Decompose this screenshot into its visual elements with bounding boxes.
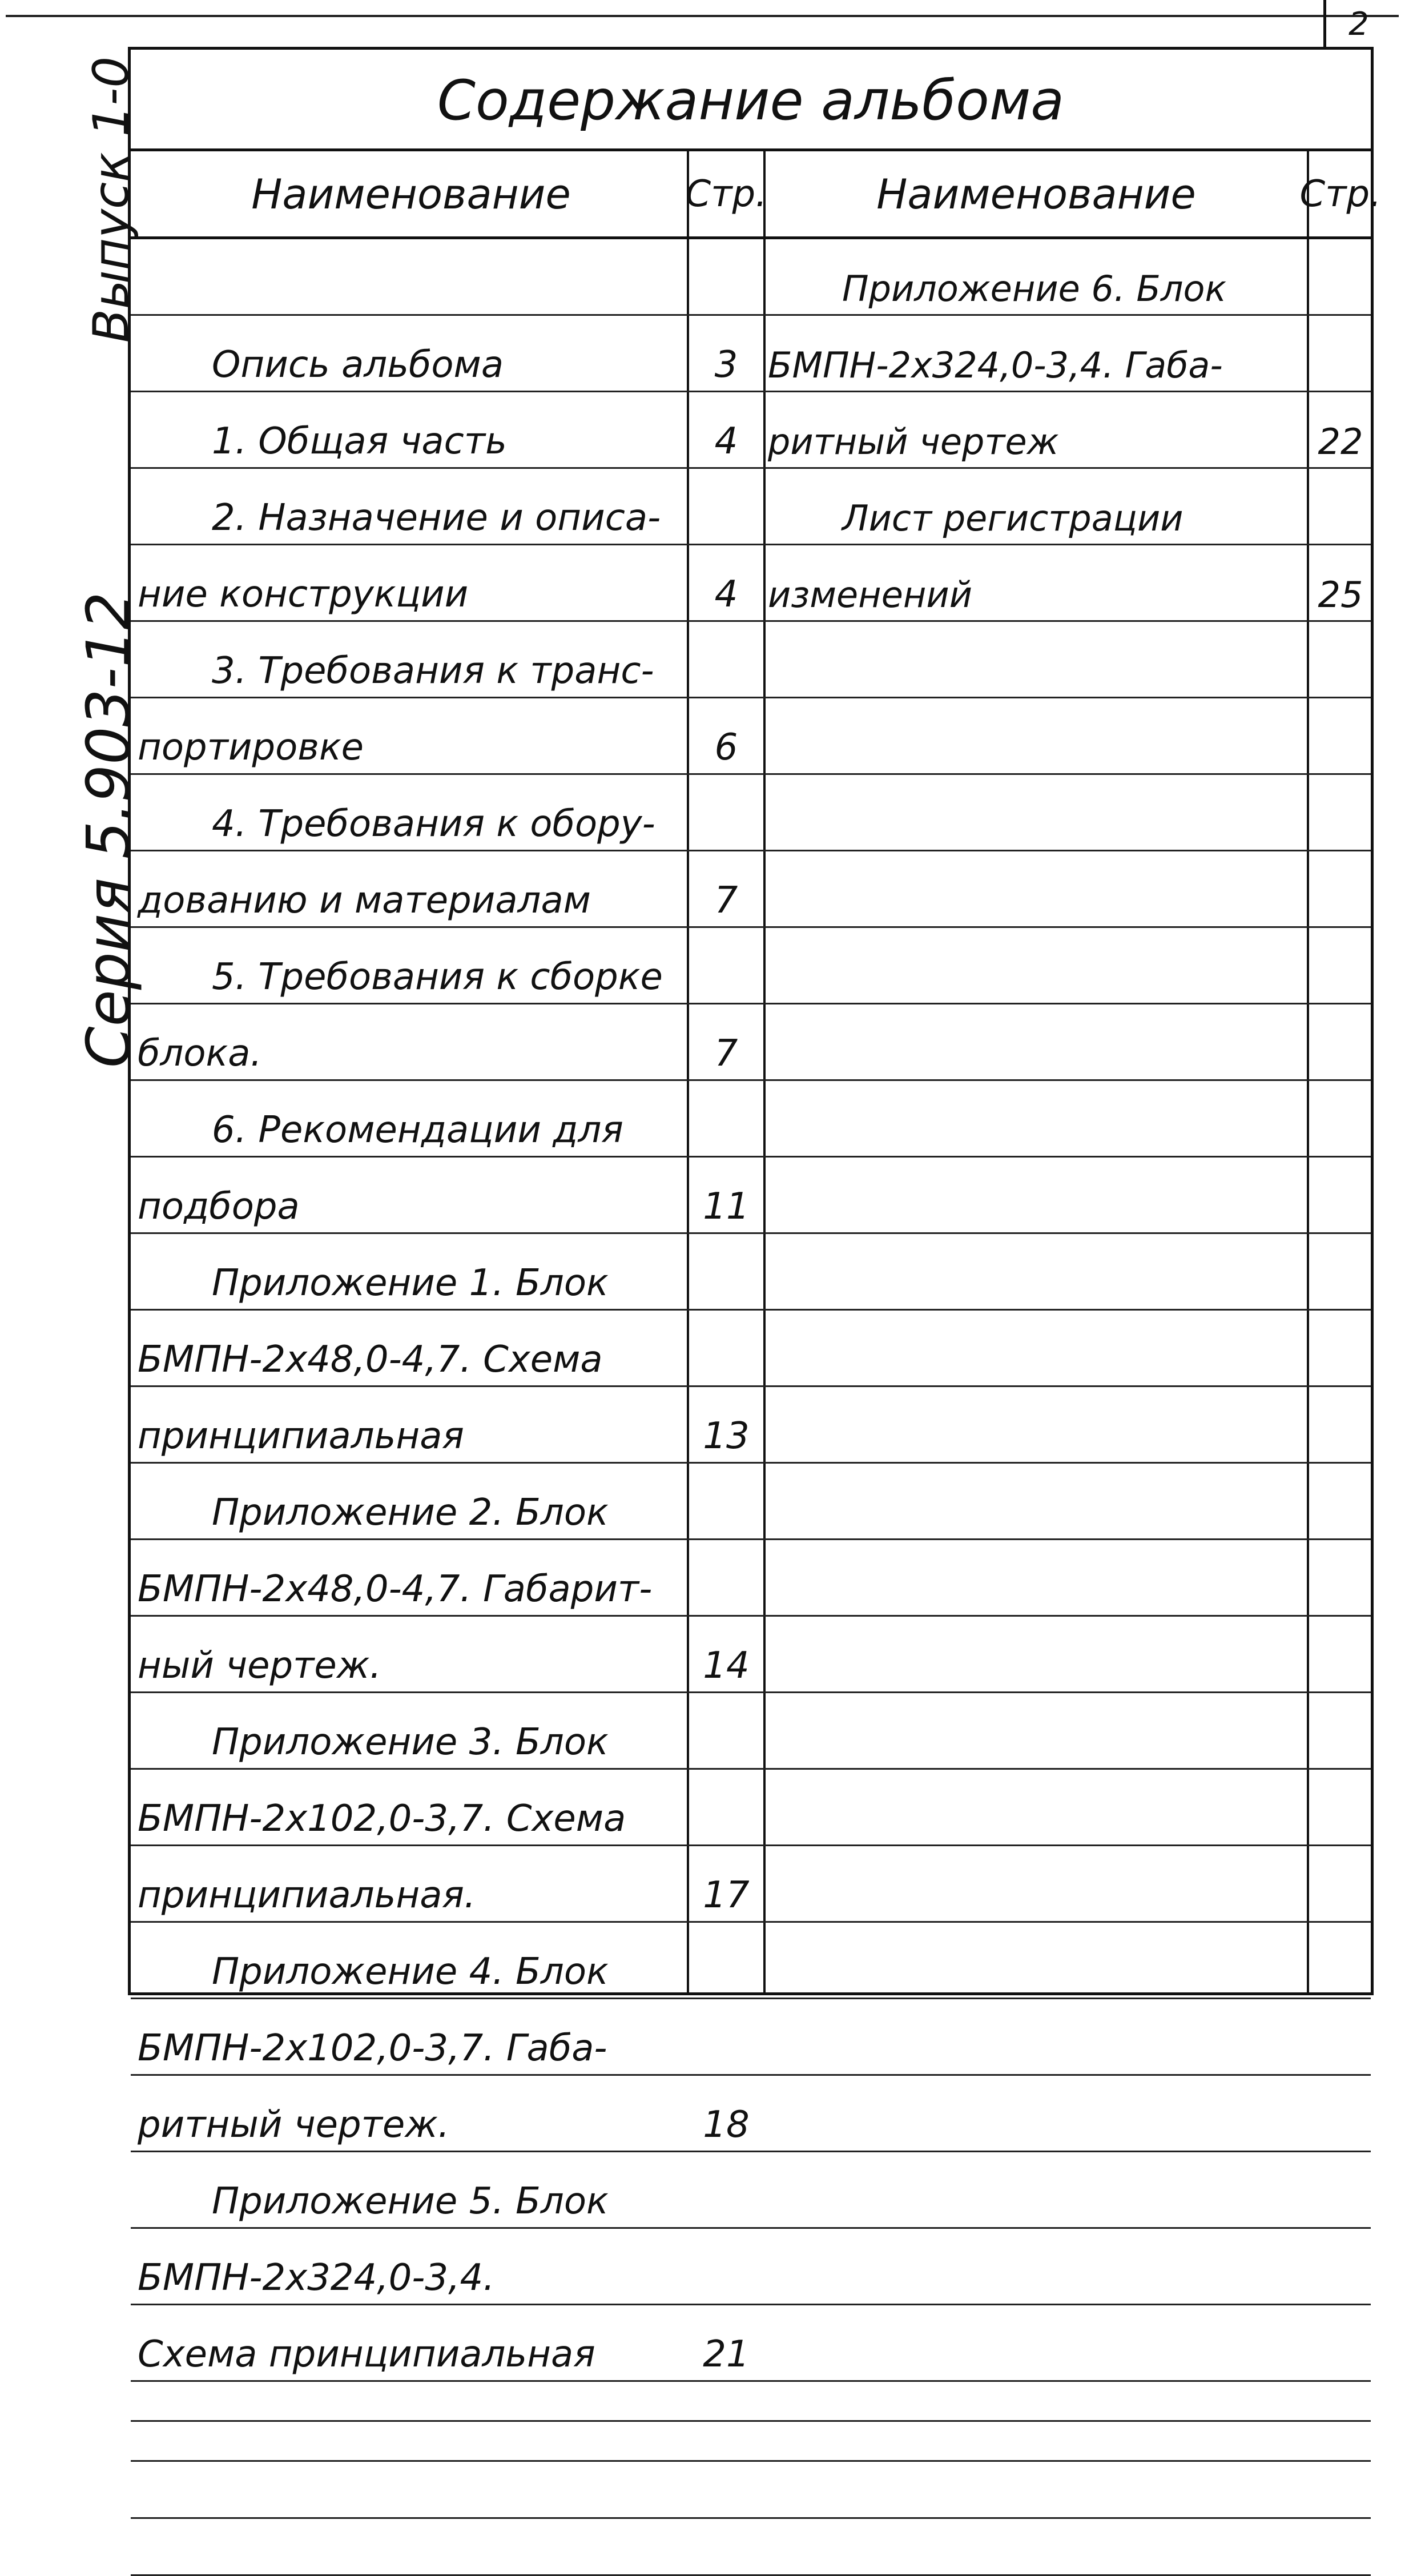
entry-name-left: 5. Требования к сборке (212, 956, 663, 998)
entry-page-right (1310, 2076, 1371, 2151)
table-row (131, 469, 1371, 545)
entry-page-right (1310, 1999, 1371, 2074)
table-row (131, 698, 1371, 775)
header-page-right: Стр. (1299, 172, 1382, 215)
entry-name-left: подбора (138, 1185, 300, 1228)
entry-page-right (1310, 1923, 1371, 1998)
table-row (131, 1923, 1371, 1999)
entry-page-left (690, 1770, 762, 1844)
entry-page-left (690, 2229, 762, 2304)
entry-page-right (1310, 1770, 1371, 1844)
entry-name-right (768, 1693, 1305, 1768)
entry-page-right (1310, 1464, 1371, 1538)
table-row (131, 1540, 1371, 1617)
page-title: Содержание альбома (131, 50, 1371, 151)
entry-name-right: изменений (768, 574, 972, 616)
entry-page-right (1310, 698, 1371, 773)
table-row (131, 1999, 1371, 2076)
entry-name-left: 1. Общая часть (212, 420, 507, 463)
entry-name-right (768, 1234, 1305, 1309)
table-row (131, 2076, 1371, 2152)
entry-page-left: 11 (703, 1185, 750, 1228)
entry-name-left: принципиальная (138, 1415, 464, 1457)
entry-page-left: 21 (703, 2333, 750, 2376)
entry-name-right (768, 1464, 1305, 1538)
table-row (131, 316, 1371, 392)
top-border-line (6, 15, 1399, 17)
entry-page-right (1310, 316, 1371, 391)
table-row (131, 1617, 1371, 1693)
entry-page-left (690, 1693, 762, 1768)
entry-name-left: Приложение 5. Блок (212, 2180, 609, 2223)
table-row (131, 392, 1371, 469)
entry-name-right (768, 1158, 1305, 1232)
entry-page-right (1310, 1158, 1371, 1232)
entry-name-left: ние конструкции (138, 573, 469, 616)
entry-page-right (1310, 1846, 1371, 1921)
entry-page-right (1310, 851, 1371, 926)
entry-name-right (768, 1770, 1305, 1844)
table-row (131, 1158, 1371, 1234)
entry-page-right (1310, 1693, 1371, 1768)
entry-name-left: 2. Назначение и описа- (212, 497, 661, 539)
contents-frame (128, 47, 1382, 2376)
entry-name-right (768, 622, 1305, 697)
entry-page-right (1310, 1617, 1371, 1691)
entry-name-left: Приложение 3. Блок (212, 1721, 609, 1763)
entry-page-right (1310, 2229, 1371, 2304)
table-row (131, 775, 1371, 851)
entry-name-left: Схема принципиальная (138, 2333, 595, 2376)
entry-page-left: 14 (703, 1645, 750, 1687)
table-row (131, 1311, 1371, 1387)
entry-name-right: БМПН-2x324,0-3,4. Габа- (768, 344, 1223, 386)
entry-page-left (690, 1923, 762, 1998)
table-row (131, 545, 1371, 622)
entry-page-left (690, 622, 762, 697)
entry-page-right (1310, 928, 1371, 1003)
entry-name-left: Опись альбома (212, 344, 504, 386)
header-page-left: Стр. (685, 172, 767, 215)
table-row (131, 622, 1371, 698)
entry-page-right (1310, 469, 1371, 544)
table-row (131, 851, 1371, 928)
entry-name-left: БМПН-2x48,0-4,7. Схема (138, 1339, 603, 1381)
table-row (131, 1387, 1371, 1464)
entry-page-right (1310, 239, 1371, 314)
entry-name-left: принципиальная. (138, 1874, 476, 1916)
entry-name-right (768, 1923, 1305, 1998)
entry-page-right (1310, 2305, 1371, 2380)
entry-name-left: 4. Требования к обору- (212, 803, 655, 845)
entry-name-left: 3. Требования к транс- (212, 650, 654, 692)
entry-page-left (690, 1464, 762, 1538)
entry-page-left: 4 (714, 573, 738, 616)
entry-page-left: 7 (714, 1032, 738, 1075)
entry-page-left: 3 (714, 344, 738, 386)
entry-name-left: 6. Рекомендации для (212, 1109, 623, 1151)
entry-page-left (690, 928, 762, 1003)
table-row (131, 2305, 1371, 2382)
top-tick-line (1323, 0, 1326, 48)
side-label-series: Серия 5.903-12 (74, 592, 143, 1068)
entry-name-right (768, 2152, 1305, 2227)
entry-name-left: блока. (138, 1032, 262, 1075)
contents-table (131, 151, 1382, 2576)
entry-page-left: 7 (714, 879, 738, 922)
table-header-row (131, 151, 1382, 239)
entry-page-left (690, 2152, 762, 2227)
entry-name-left: Приложение 4. Блок (212, 1951, 609, 1993)
entry-page-left: 13 (703, 1415, 750, 1457)
entry-name-left: БМПН-2x324,0-3,4. (138, 2257, 495, 2299)
entry-name-right (768, 1081, 1305, 1156)
header-name-left: Наименование (251, 170, 571, 218)
entry-page-right (1310, 2152, 1371, 2227)
entry-page-left (690, 239, 762, 314)
entry-name-left: БМПН-2x48,0-4,7. Габарит- (138, 1568, 653, 1610)
empty-row (131, 2519, 1371, 2576)
entry-page-left: 4 (714, 420, 738, 463)
entry-name-right (768, 1999, 1305, 2074)
entry-name-right (768, 775, 1305, 850)
entry-name-left: ритный чертеж. (138, 2104, 450, 2146)
empty-row (131, 2422, 1371, 2462)
entry-page-right (1310, 1387, 1371, 1462)
entry-name-left: БМПН-2x102,0-3,7. Схема (138, 1798, 626, 1840)
entry-name-right: ритный чертеж (768, 421, 1059, 463)
entry-page-right (1310, 1081, 1371, 1156)
table-row (131, 2229, 1371, 2305)
entry-page-left (690, 469, 762, 544)
entry-name-right (768, 1004, 1305, 1079)
empty-row (131, 2382, 1371, 2422)
entry-page-left: 6 (714, 726, 738, 769)
entry-name-left: дованию и материалам (138, 879, 591, 922)
table-row (131, 1081, 1371, 1158)
entry-page-left: 18 (703, 2104, 750, 2146)
entry-name-right (768, 2305, 1305, 2380)
entry-page-left: 17 (703, 1874, 750, 1916)
entry-name-right (768, 851, 1305, 926)
entry-name-left (138, 239, 685, 314)
empty-row (131, 2462, 1371, 2519)
entry-page-left (690, 1311, 762, 1385)
page-number: 2 (1348, 6, 1369, 43)
entry-page-right: 25 (1318, 574, 1363, 616)
entry-name-right (768, 698, 1305, 773)
table-row (131, 1234, 1371, 1311)
entry-name-right (768, 2076, 1305, 2151)
entry-name-right: Лист регистрации (842, 497, 1183, 539)
header-name-right: Наименование (876, 170, 1196, 218)
table-row (131, 1004, 1371, 1081)
entry-page-left (690, 775, 762, 850)
entry-page-left (690, 1540, 762, 1615)
table-row (131, 1693, 1371, 1770)
entry-page-right (1310, 1311, 1371, 1385)
entry-page-right (1310, 1004, 1371, 1079)
entry-name-right (768, 1311, 1305, 1385)
entry-page-right: 22 (1318, 421, 1363, 463)
side-label-issue: Выпуск 1-0 (83, 56, 140, 343)
entry-name-left: Приложение 2. Блок (212, 1492, 609, 1534)
entry-name-right (768, 1846, 1305, 1921)
entry-name-left: Приложение 1. Блок (212, 1262, 609, 1304)
entry-page-right (1310, 1540, 1371, 1615)
entry-name-left: БМПН-2x102,0-3,7. Габа- (138, 2027, 607, 2069)
entry-name-right (768, 1387, 1305, 1462)
entry-name-right: Приложение 6. Блок (842, 268, 1226, 310)
entry-name-left: портировке (138, 726, 364, 769)
entry-page-left (690, 1999, 762, 2074)
table-row (131, 239, 1371, 316)
table-row (131, 2152, 1371, 2229)
table-row (131, 1846, 1371, 1923)
entry-page-right (1310, 775, 1371, 850)
entry-name-right (768, 928, 1305, 1003)
entry-page-right (1310, 622, 1371, 697)
table-row (131, 1464, 1371, 1540)
entry-name-right (768, 2229, 1305, 2304)
table-row (131, 928, 1371, 1004)
entry-name-right (768, 1617, 1305, 1691)
entry-page-left (690, 1234, 762, 1309)
table-row (131, 1770, 1371, 1846)
entry-page-left (690, 1081, 762, 1156)
entry-name-left: ный чертеж. (138, 1645, 381, 1687)
entry-name-right (768, 1540, 1305, 1615)
entry-page-right (1310, 1234, 1371, 1309)
